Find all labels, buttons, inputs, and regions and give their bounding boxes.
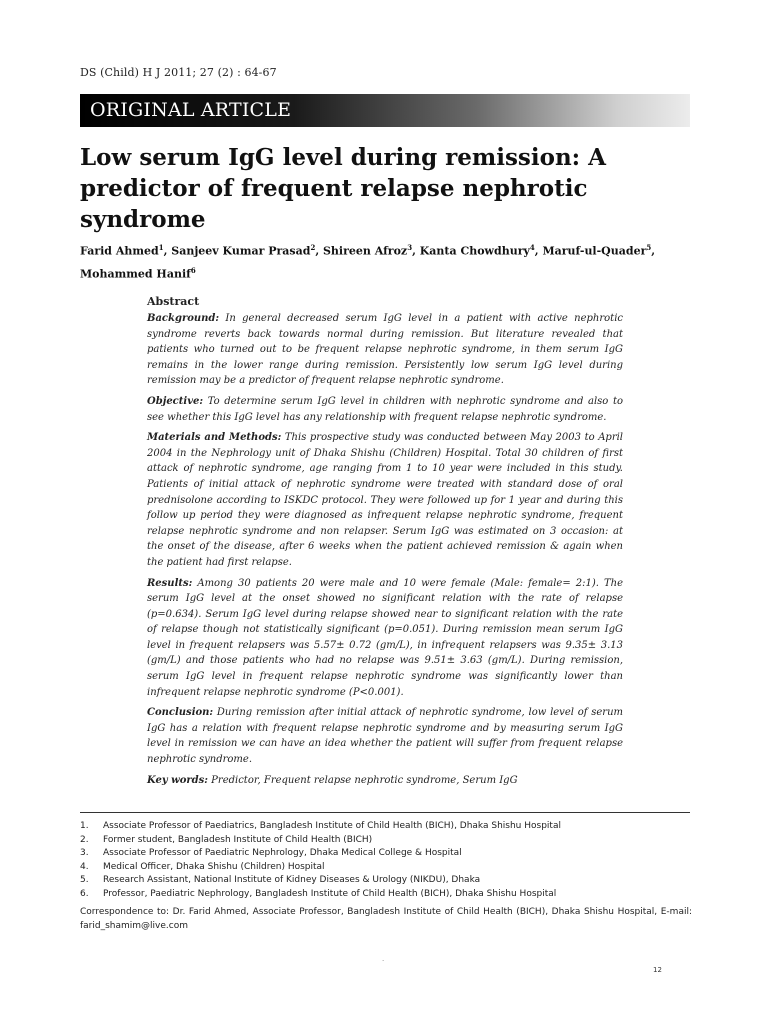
center-mark: .: [382, 955, 385, 963]
affiliation-text: Medical Officer, Dhaka Shishu (Children) Hospital: [103, 861, 325, 872]
affiliation-number: 3.: [80, 848, 89, 859]
abstract-background: [147, 311, 623, 389]
author-separator: ,: [651, 244, 656, 258]
author-name: Mohammed Hanif: [80, 267, 191, 281]
abstract-objective-label: Objective:: [147, 395, 204, 407]
abstract-objective: [147, 394, 623, 425]
abstract-block: [147, 295, 623, 793]
abstract-methods: [147, 430, 623, 570]
page-number: 12: [653, 966, 662, 974]
abstract-conclusion-text: During remission after initial attack of nephrotic syndrome, low level of serum IgG has a relation with frequent relapse nephrotic syndrome and by measuring serum IgG level in remission we can have an idea whether the patient will suffer from frequent relapse nephrotic syndrome.: [147, 707, 623, 766]
author-name: Maruf-ul-Quader: [542, 244, 647, 258]
author-affil-mark: 2: [310, 243, 316, 252]
author-name: Kanta Chowdhury: [419, 244, 530, 258]
author-affil-mark: 5: [646, 243, 652, 252]
correspondence-note: Correspondence to: Dr. Farid Ahmed, Associate Professor, Bangladesh Institute of Child Health (BICH), Dhaka Shishu Hospital, E-mail: farid_shamim@live.com: [80, 907, 692, 931]
affiliation-item: [80, 847, 700, 861]
abstract-heading: Abstract: [147, 295, 200, 308]
banner-label: ORIGINAL ARTICLE: [90, 99, 292, 121]
affiliation-number: 4.: [80, 861, 89, 872]
author-separator: ,: [534, 244, 543, 258]
section-banner: [80, 94, 690, 127]
author-list: [80, 238, 680, 283]
footnote-divider: [80, 812, 690, 813]
affiliation-number: 1.: [80, 821, 89, 831]
author-affil-mark: 1: [158, 243, 164, 252]
affiliation-item: [80, 834, 700, 848]
affiliation-text: Research Assistant, National Institute of Kidney Diseases & Urology (NIKDU), Dhaka: [103, 875, 481, 886]
author-name: Sanjeev Kumar Prasad: [171, 244, 311, 258]
article-title: Low serum IgG level during remission: A predictor of frequent relapse nephrotic syndrome: [80, 144, 607, 233]
abstract-keywords-text: Predictor, Frequent relapse nephrotic syndrome, Serum IgG: [208, 774, 518, 786]
abstract-results-text: Among 30 patients 20 were male and 10 were female (Male: female= 2:1). The serum IgG level at the onset showed no significant relation with the rate of relapse (p=0.634). Serum IgG level during relapse showed near to significant relation with the rate of relapse though not statistically significant (p=0.051). During remission mean serum IgG level in frequent relapsers was 5.57± 0.72 (gm/L), in infrequent relapsers was 9.35± 3.13 (gm/L) and those patients who had no relapse was 9.51± 3.63 (gm/L). During remission, serum IgG level in frequent relapse nephrotic syndrome was significantly lower than infrequent relapse nephrotic syndrome (P<0.001).: [147, 577, 623, 698]
abstract-conclusion-label: Conclusion:: [147, 707, 214, 719]
affiliation-text: Associate Professor of Paediatrics, Bangladesh Institute of Child Health (BICH), Dhaka Shishu Hospital: [103, 821, 561, 831]
affiliation-text: Former student, Bangladesh Institute of Child Health (BICH): [103, 834, 373, 845]
abstract-methods-text: This prospective study was conducted between May 2003 to April 2004 in the Nephrology unit of Dhaka Shishu (Children) Hospital. Total 30 children of first attack of nephrotic syndrome, age ranging from 1 to 10 year were included in this study. Patients of initial attack of nephrotic syndrome were treated with standard dose of oral prednisolone according to ISKDC protocol. They were followed up for 1 year and during this follow up period they were diagnosed as infrequent relapse nephrotic syndrome, frequent relapse nephrotic syndrome and non relapser. Serum IgG was estimated on 3 occasion: at the onset of the disease, after 6 weeks when the patient achieved remission & again when the patient had first relapse.: [147, 432, 623, 568]
affiliation-number: 2.: [80, 834, 89, 845]
affiliation-text: Associate Professor of Paediatric Nephrology, Dhaka Medical College & Hospital: [103, 848, 462, 859]
abstract-keywords: [147, 773, 623, 789]
affiliation-number: 6.: [80, 888, 89, 899]
affiliation-list: [80, 820, 700, 902]
abstract-background-label: Background:: [147, 313, 220, 324]
author-affil-mark: 3: [407, 243, 413, 252]
author-name: Farid Ahmed: [80, 244, 159, 258]
abstract-methods-label: Materials and Methods:: [147, 432, 282, 444]
abstract-background-text: In general decreased serum IgG level in a patient with active nephrotic syndrome reverts back towards normal during remission. But literature revealed that patients who turned out to be frequent relapse nephrotic syndrome, in them serum IgG remains in the lower range during remission. Persistently low serum IgG level during remission may be a predictor of frequent relapse nephrotic syndrome.: [147, 313, 623, 387]
author-affil-mark: 6: [190, 265, 196, 275]
abstract-keywords-label: Key words:: [147, 774, 208, 786]
author-separator: ,: [315, 244, 323, 258]
abstract-conclusion: [147, 705, 623, 767]
affiliation-item: [80, 888, 700, 902]
author-affil-mark: 4: [529, 243, 535, 252]
abstract-results-label: Results:: [147, 577, 193, 589]
affiliation-item: [80, 874, 700, 888]
affiliation-item: [80, 861, 700, 875]
abstract-objective-text: To determine serum IgG level in children with nephrotic syndrome and also to see whether this IgG level has any relationship with frequent relapse nephrotic syndrome.: [147, 395, 623, 423]
journal-citation: DS (Child) H J 2011; 27 (2) : 64-67: [80, 66, 277, 79]
author-name: Shireen Afroz: [322, 244, 408, 258]
affiliation-text: Professor, Paediatric Nephrology, Bangladesh Institute of Child Health (BICH), Dhaka Shishu Hospital: [103, 888, 557, 899]
affiliation-item: [80, 820, 700, 834]
affiliation-number: 5.: [80, 875, 89, 886]
abstract-results: [147, 576, 623, 701]
author-separator: ,: [412, 244, 420, 258]
author-separator: ,: [163, 244, 172, 258]
